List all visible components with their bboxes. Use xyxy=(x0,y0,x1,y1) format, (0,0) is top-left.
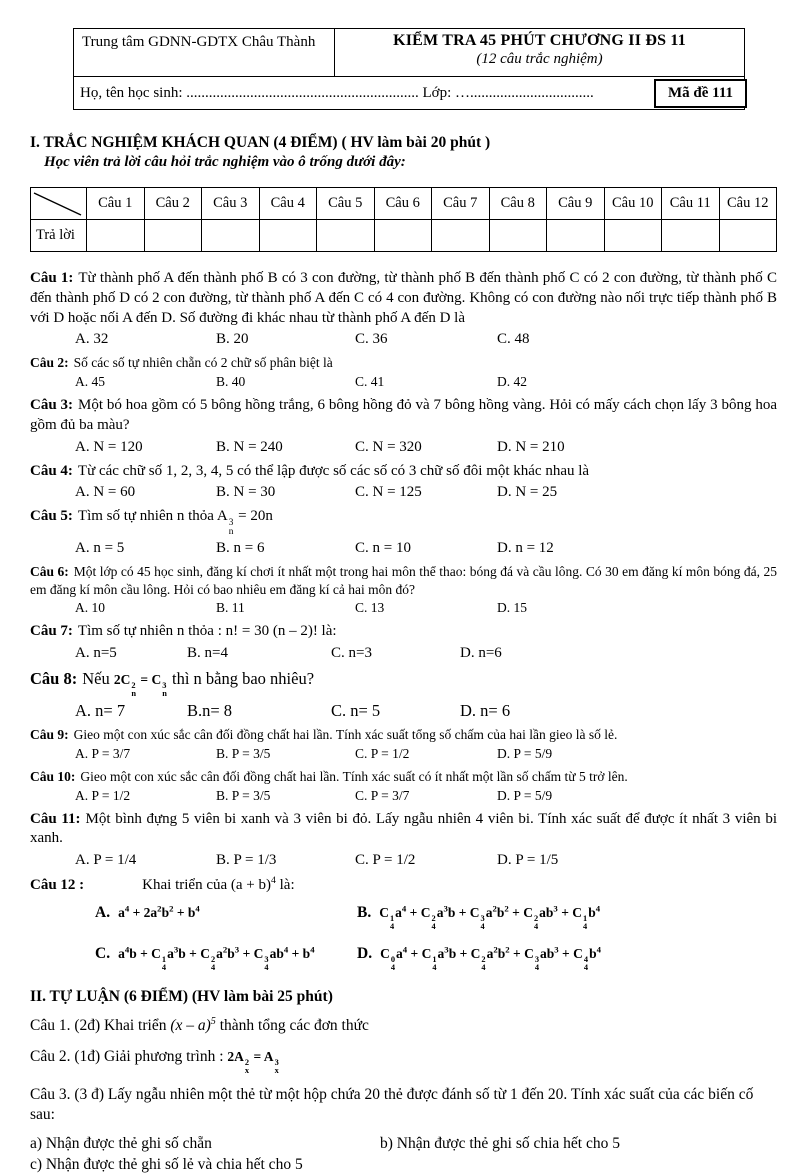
answer-cell xyxy=(317,220,375,252)
answer-table xyxy=(30,187,777,252)
answer-cell xyxy=(374,220,432,252)
option: D. n= 6 xyxy=(460,701,511,721)
option: B. P = 3/5 xyxy=(216,787,271,803)
answer-column-header: Câu 7 xyxy=(432,188,490,220)
question-body: Nếu xyxy=(82,669,114,689)
option: C. 13 xyxy=(355,600,385,616)
option: D. 15 xyxy=(497,600,527,616)
option: A. n = 5 xyxy=(75,539,125,556)
section2-heading: II. TỰ LUẬN (6 ĐIỂM) (HV làm bài 25 phút) xyxy=(30,988,333,1006)
essay-item-3 xyxy=(30,1085,777,1125)
question-text xyxy=(30,563,777,599)
question xyxy=(30,622,777,664)
question-label: Câu 3: xyxy=(30,397,74,414)
question xyxy=(30,810,777,872)
answer-column-header: Câu 10 xyxy=(604,188,662,220)
essay-item-2-label: Câu 2. (1đ) xyxy=(30,1047,101,1065)
answer-table-corner xyxy=(31,188,87,220)
question-body: Tìm số tự nhiên n thỏa xyxy=(77,508,217,525)
option: D. P = 5/9 xyxy=(497,787,553,803)
answer-cell xyxy=(489,220,547,252)
option: A. 32 xyxy=(75,331,109,348)
question xyxy=(30,462,777,504)
question-body-after: là: xyxy=(275,877,295,894)
question-label: Câu 9: xyxy=(30,727,69,743)
answer-cell xyxy=(662,220,720,252)
question-text xyxy=(30,622,777,642)
option: C. n= 5 xyxy=(331,701,381,721)
question xyxy=(30,668,777,722)
question-body: Một bó hoa gồm có 5 bông hồng trắng, 6 bông hồng đỏ và 7 bông hồng vàng. Hỏi có mấy cách chọn lấy 3 bông hoa gồm đủ ba màu? xyxy=(30,397,777,433)
question xyxy=(30,563,777,619)
essay-item-1-label: Câu 1. (2đ) xyxy=(30,1017,101,1035)
section1-instruction: Học viên trả lời câu hỏi trắc nghiệm vào ô trống dưới đây: xyxy=(44,154,406,170)
options-row xyxy=(75,437,777,458)
question-body: Một lớp có 45 học sinh, đăng kí chơi ít nhất một trong hai môn thể thao: bóng đá và cầu lông. Có 30 em đăng kí môn bóng đá, 25 em đăng kí môn cầu lông. Hỏi có bao nhiêu em đăng kí cả hai môn đó? xyxy=(30,563,777,597)
essay-item-1-formula: (x – a)$^5$ xyxy=(170,1016,216,1035)
options-row xyxy=(75,599,777,618)
option: A. P = 1/2 xyxy=(75,787,131,803)
options-row xyxy=(75,482,777,503)
options-row xyxy=(75,699,777,722)
option: C. N = 320 xyxy=(355,438,422,455)
option: B. 20 xyxy=(216,331,249,348)
section1-heading: I. TRẮC NGHIỆM KHÁCH QUAN (4 ĐIỂM) ( HV làm bài 20 phút ) xyxy=(30,134,491,151)
option: A. N = 120 xyxy=(75,438,143,455)
question-body: Gieo một con xúc sắc cân đối đồng chất hai lần. Tính xác suất tổng số chấm của hai lần gieo là số lẻ. xyxy=(73,727,618,743)
exam-title: KIỂM TRA 45 PHÚT CHƯƠNG II ĐS 11 xyxy=(393,32,686,49)
options-row xyxy=(75,643,777,664)
question-body: Tìm số tự nhiên n thỏa : n! = 30 (n – 2)! là: xyxy=(77,623,337,640)
option: D. P = 1/5 xyxy=(497,852,559,869)
answer-column-header: Câu 12 xyxy=(719,188,777,220)
answer-column-header: Câu 2 xyxy=(144,188,202,220)
option: D. C 0 4 $a^4 + C$ 1 4 $a^3b + C$ 2 4 $a^2b^2 + C$ 3 4 $ab^3 + C$ 4 4 $b^4$ xyxy=(357,944,601,973)
question-text xyxy=(30,354,777,372)
option: A. 45 xyxy=(75,374,105,390)
option: A. P = 3/7 xyxy=(75,746,131,762)
diagonal-line xyxy=(31,188,87,219)
answer-cell xyxy=(259,220,317,252)
options-row xyxy=(75,373,777,392)
question-label: Câu 1: xyxy=(30,270,74,286)
question xyxy=(30,269,777,350)
options-row xyxy=(75,538,777,559)
student-name-line: Họ, tên học sinh: .............................................................. Lớp: …................................. xyxy=(80,84,594,101)
header-table xyxy=(73,28,745,110)
options-row xyxy=(75,745,777,764)
option: C. N = 125 xyxy=(355,484,422,501)
essay-subitem-b: b) Nhận được thẻ ghi số chia hết cho 5 xyxy=(380,1134,620,1152)
question-text xyxy=(30,269,777,328)
option: D. n = 12 xyxy=(497,539,554,556)
option: C. 48 xyxy=(497,331,530,348)
answer-cell xyxy=(719,220,777,252)
option: B. n=4 xyxy=(187,645,228,662)
option: B. C 1 4 $a^4 + C$ 2 4 $a^3b + C$ 3 4 $a^2b^2 + C$ 2 4 $ab^3 + C$ 1 4 $b^4$ xyxy=(357,903,601,932)
answer-column-header: Câu 9 xyxy=(547,188,605,220)
option: C. n=3 xyxy=(331,645,372,662)
essay-item-1 xyxy=(30,1015,777,1036)
question xyxy=(30,768,777,806)
question-text xyxy=(30,668,777,698)
option: C. P = 1/2 xyxy=(355,852,416,869)
question-label: Câu 11: xyxy=(30,810,81,827)
essay-item-1-text: Khai triển xyxy=(100,1017,171,1035)
answer-column-header: Câu 4 xyxy=(259,188,317,220)
question-label: Câu 10: xyxy=(30,768,76,784)
option: C. $a^4b + C$ 1 4 $a^3b + C$ 2 4 $a^2b^3 + C$ 3 4 $ab^4 + b^4$ xyxy=(95,944,315,973)
answer-column-header: Câu 3 xyxy=(202,188,260,220)
answer-cell xyxy=(87,220,145,252)
option: C. P = 1/2 xyxy=(355,746,410,762)
answer-cell xyxy=(202,220,260,252)
answer-cell xyxy=(432,220,490,252)
option: C. 36 xyxy=(355,331,388,348)
question-label: Câu 8: xyxy=(30,669,78,689)
option: D. N = 25 xyxy=(497,484,558,501)
option: B. N = 240 xyxy=(216,438,283,455)
essay-subitems-ab xyxy=(30,1135,777,1153)
options-row xyxy=(75,787,777,806)
question-text xyxy=(30,768,777,786)
option: C. 41 xyxy=(355,374,385,390)
question-body: Số các số tự nhiên chẵn có 2 chữ số phân biệt là xyxy=(73,355,333,371)
essay-item-3-label: Câu 3. (3 đ) xyxy=(30,1085,105,1103)
school-name: Trung tâm GDNN-GDTX Châu Thành xyxy=(74,29,335,77)
essay-item-2-formula: 2A 2 x = A 3 x xyxy=(227,1048,279,1075)
question xyxy=(30,354,777,392)
answer-cell xyxy=(144,220,202,252)
option: A. 10 xyxy=(75,600,105,616)
question-list xyxy=(30,269,777,972)
option: A. $a^4 + 2a^2b^2 + b^4$ xyxy=(95,903,200,922)
question xyxy=(30,396,777,458)
question-label: Câu 5: xyxy=(30,508,73,525)
question-body: Khai triển của xyxy=(142,877,231,894)
option: B. 40 xyxy=(216,374,246,390)
question-text xyxy=(30,726,777,744)
question-body: Một bình đựng 5 viên bi xanh và 3 viên bi đỏ. Lấy ngẫu nhiên 4 viên bi. Tính xác suất để được ít nhất 3 viên bi xanh. xyxy=(30,810,778,847)
essay-item-2 xyxy=(30,1047,777,1075)
exam-title-cell xyxy=(335,29,744,77)
question-body-after: thì n bằng bao nhiêu? xyxy=(167,669,315,689)
option: C. n = 10 xyxy=(355,539,411,556)
question-label: Câu 4: xyxy=(30,462,73,479)
question-text xyxy=(30,462,777,482)
essay-item-3-text: Lấy ngẫu nhiên một thẻ từ một hộp chứa 20 thẻ được đánh số từ 1 đến 20. Tính xác suất của các biến cố sau: xyxy=(30,1085,754,1123)
option: A. P = 1/4 xyxy=(75,852,137,869)
option: D. n=6 xyxy=(460,645,502,662)
question xyxy=(30,875,777,972)
option: A. n=5 xyxy=(75,645,117,662)
essay-subitem-a: a) Nhận được thẻ ghi số chẵn xyxy=(30,1134,212,1152)
option: C. P = 3/7 xyxy=(355,787,410,803)
answer-cell xyxy=(547,220,605,252)
question-label: Câu 12 : xyxy=(30,877,85,894)
answer-cell xyxy=(604,220,662,252)
option: B. P = 3/5 xyxy=(216,746,271,762)
question-label: Câu 6: xyxy=(30,563,69,579)
option: B. 11 xyxy=(216,600,245,616)
question-body: Từ các chữ số 1, 2, 3, 4, 5 có thể lập được số các số có 3 chữ số đôi một khác nhau là xyxy=(77,462,590,479)
option: D. 42 xyxy=(497,374,527,390)
question-label: Câu 7: xyxy=(30,623,73,640)
question-text xyxy=(30,875,777,896)
option: D. P = 5/9 xyxy=(497,746,553,762)
question xyxy=(30,507,777,558)
exam-code-box: Mã đề 111 xyxy=(654,79,747,108)
question-formula: A 3 n = 20n xyxy=(216,508,273,537)
option: B. N = 30 xyxy=(216,484,276,501)
question xyxy=(30,726,777,764)
question-label: Câu 2: xyxy=(30,355,69,371)
option: A. n= 7 xyxy=(75,701,126,721)
question-text xyxy=(30,396,777,436)
option: B. P = 1/3 xyxy=(216,852,277,869)
question-body: Gieo một con xúc sắc cân đối đồng chất hai lần. Tính xác suất có ít nhất một lần số chấm từ 5 trở lên. xyxy=(80,768,628,784)
option: B.n= 8 xyxy=(187,701,233,721)
options-row xyxy=(75,850,777,871)
question-text xyxy=(30,810,777,850)
options-row xyxy=(75,329,777,350)
essay-subitem-c: c) Nhận được thẻ ghi số lẻ và chia hết cho 5 xyxy=(30,1155,303,1173)
question-text xyxy=(30,507,777,536)
exam-subtitle: (12 câu trắc nghiệm) xyxy=(476,51,603,67)
essay-item-2-text: Giải phương trình : xyxy=(100,1047,228,1065)
question-body: Từ thành phố A đến thành phố B có 3 con đường, từ thành phố B đến thành phố C có 2 con đường, từ thành phố C đến thành phố D có 2 con đường, từ thành phố A đến C có 4 con đường. Không có con đường nào nối trực tiếp thành phố B với D hoặc nối A đến D. Số đường đi khác nhau từ thành phố A đến D là xyxy=(30,270,778,326)
student-info-row xyxy=(74,77,744,109)
option: B. n = 6 xyxy=(216,539,265,556)
answer-row-label: Trả lời xyxy=(31,220,87,252)
answer-column-header: Câu 8 xyxy=(489,188,547,220)
answer-column-header: Câu 6 xyxy=(374,188,432,220)
answer-column-header: Câu 1 xyxy=(87,188,145,220)
answer-column-header: Câu 5 xyxy=(317,188,375,220)
question-formula: 2C 2 n = C 3 n xyxy=(113,672,167,699)
options-row xyxy=(95,902,777,972)
option: D. N = 210 xyxy=(497,438,565,455)
question-formula: $(a + b)^4$ xyxy=(230,875,276,894)
answer-column-header: Câu 11 xyxy=(662,188,720,220)
essay-item-1-text2: thành tổng các đơn thức xyxy=(215,1017,369,1035)
option: A. N = 60 xyxy=(75,484,136,501)
